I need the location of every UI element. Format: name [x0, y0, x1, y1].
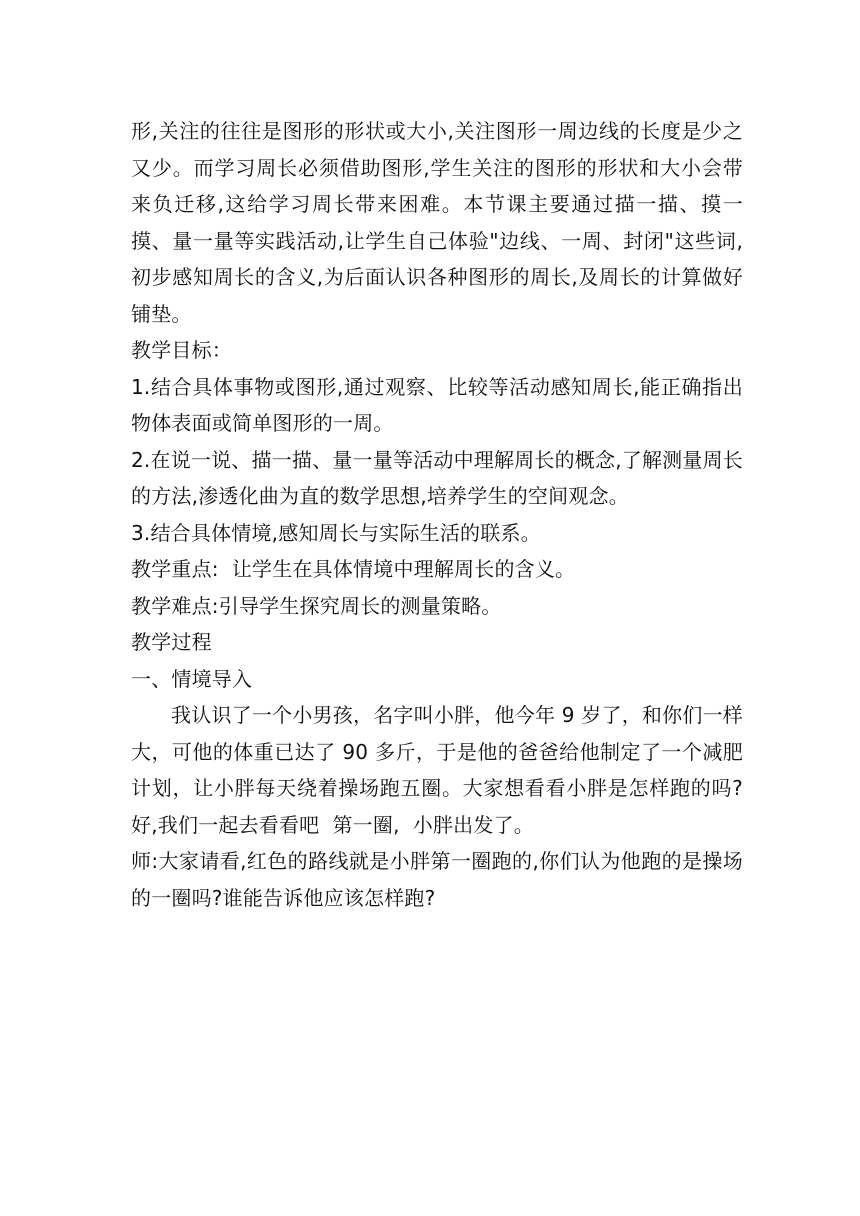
teaching-objectives-heading: 教学目标： [131, 338, 232, 362]
document-body [131, 113, 743, 916]
objective-2: 2.在说一说、描一描、量一量等活动中理解周长的概念,了解测量周长的方法,渗透化曲为直的数学思想,培养学生的空间观念。 [131, 447, 743, 508]
teaching-key-point: 教学重点: 让学生在具体情境中理解周长的含义。 [131, 557, 576, 581]
section-heading-scenario-intro: 一、情境导入 [131, 666, 253, 691]
teaching-difficulty: 教学难点:引导学生探究周长的测量策略。 [131, 593, 502, 618]
objective-1: 1.结合具体事物或图形,通过观察、比较等活动感知周长,能正确指出物体表面或简单图形的一周。 [131, 374, 743, 435]
intro-paragraph: 形,关注的往往是图形的形状或大小,关注图形一周边线的长度是少之又少。而学习周长必须借助图形,学生关注的图形的形状和大小会带来负迁移,这给学习周长带来困难。本节课主要通过描一描、摸一摸、量一量等实践活动,让学生自己体验"边线、一周、封闭"这些词,初步感知周长的含义,为后面认识各种图形的周长,及周长的计算做好铺垫。 [131, 119, 743, 326]
teaching-process-heading: 教学过程 [131, 630, 212, 654]
objective-3: 3.结合具体情境,感知周长与实际生活的联系。 [131, 520, 541, 545]
teacher-question-paragraph: 师:大家请看,红色的路线就是小胖第一圈跑的,你们认为他跑的是操场的一圈吗?谁能告诉他应该怎样跑? [131, 849, 743, 910]
story-paragraph: 我认识了一个小男孩，名字叫小胖，他今年 9 岁了，和你们一样大，可他的体重已达了 90 多斤，于是他的爸爸给他制定了一个减肥计划，让小胖每天绕着操场跑五圈。大家想看看小胖是怎样跑的吗?好,我们一起去看看吧 第一圈, 小胖出发了。 [131, 703, 743, 837]
